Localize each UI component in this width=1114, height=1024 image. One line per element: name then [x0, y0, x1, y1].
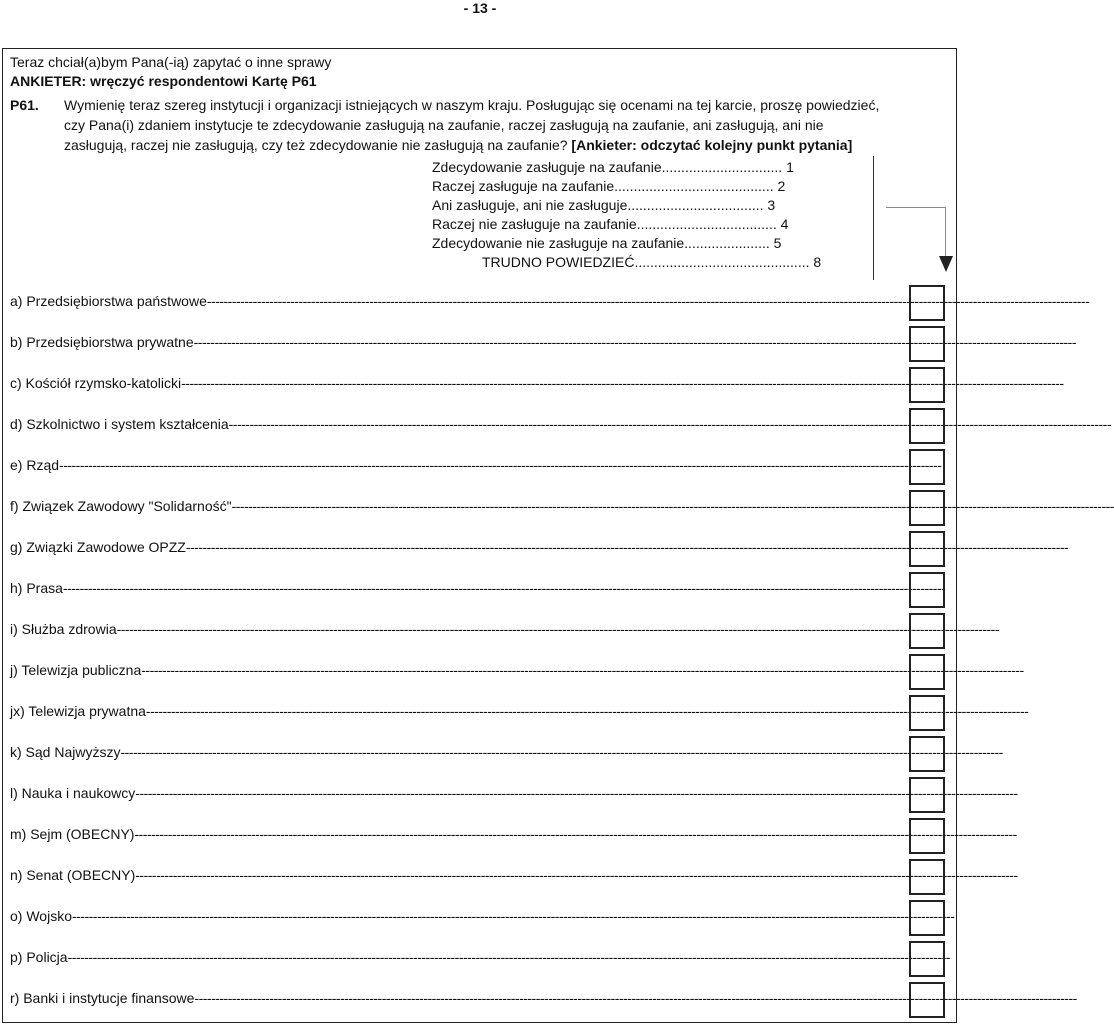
question-text-line-3-body: zasługują, raczej nie zasługują, czy też zdecydowanie nie zasługują na zaufanie? [64, 137, 568, 153]
institution-item-text [10, 456, 942, 474]
institution-item [10, 489, 1114, 530]
institution-label: jx) Telewizja prywatna [10, 703, 146, 719]
scale-option-label: Raczej zasługuje na zaufanie [432, 178, 615, 194]
interviewer-instruction: ANKIETER: wręczyć respondentowi Kartę P61 [10, 73, 317, 89]
institution-item-text [10, 784, 1018, 802]
institution-item [10, 940, 950, 981]
leader-dashes: -------------------------------------------------------------------------------------------------------------------------------------------------------------------------------------------------------------------- [228, 416, 1112, 432]
institution-label: h) Prasa [10, 580, 63, 596]
answer-box[interactable] [909, 982, 945, 1018]
scale-option-code: 2 [777, 178, 786, 194]
institution-item [10, 899, 955, 940]
answer-box[interactable] [909, 695, 945, 731]
institution-item [10, 366, 1064, 407]
institution-item [10, 653, 1024, 694]
scale-option-dots: ...................... [684, 235, 774, 251]
answer-box[interactable] [909, 285, 945, 321]
answer-box[interactable] [909, 367, 945, 403]
institution-label: n) Senat (OBECNY) [10, 867, 136, 883]
institution-item [10, 694, 1029, 735]
institution-label: b) Przedsiębiorstwa prywatne [10, 334, 194, 350]
scale-option-label: TRUDNO POWIEDZIEĆ [482, 254, 635, 270]
answer-box[interactable] [909, 326, 945, 362]
scale-option-dots: ............................... [661, 159, 787, 175]
leader-dashes: -------------------------------------------------------------------------------------------------------------------------------------------------------------------------------------------------------------------- [193, 334, 1077, 350]
scale-option-dots: ................................... [627, 197, 768, 213]
leader-dashes: -------------------------------------------------------------------------------------------------------------------------------------------------------------------------------------------------------------------- [62, 580, 946, 596]
scale-option-label: Zdecydowanie nie zasługuje na zaufanie [432, 235, 685, 251]
scale-option-code: 4 [780, 216, 789, 232]
institution-item [10, 776, 1018, 817]
answer-box[interactable] [909, 613, 945, 649]
institution-item [10, 817, 1017, 858]
institution-label: f) Związek Zawodowy "Solidarność" [10, 498, 232, 514]
institution-label: j) Telewizja publiczna [10, 662, 142, 678]
scale-option-dots: ............................................. [634, 254, 814, 270]
institution-label: m) Sejm (OBECNY) [10, 826, 135, 842]
institution-item-text [10, 825, 1017, 843]
answer-box[interactable] [909, 572, 945, 608]
arrow-down-icon [939, 256, 953, 272]
institution-item [10, 448, 950, 489]
scale-option [432, 234, 842, 253]
leader-dashes: -------------------------------------------------------------------------------------------------------------------------------------------------------------------------------------------------------------------- [120, 744, 1003, 760]
arrow-connector [886, 207, 946, 208]
institution-item-text [10, 374, 1064, 392]
institution-label: c) Kościół rzymsko-katolicki [10, 375, 182, 391]
leader-dashes: -------------------------------------------------------------------------------------------------------------------------------------------------------------------------------------------------------------------- [116, 621, 999, 637]
answer-box[interactable] [909, 654, 945, 690]
question-text-line-3 [64, 136, 852, 154]
institution-label: e) Rząd [10, 457, 60, 473]
scale-option [432, 215, 842, 234]
institution-label: o) Wojsko [10, 908, 72, 924]
institution-item-text [10, 743, 1003, 761]
scale-option-label: Ani zasługuje, ani nie zasługuje [432, 197, 628, 213]
scale-option [432, 158, 842, 177]
arrow-connector-vertical [945, 207, 946, 259]
institution-item [10, 530, 1069, 571]
scale-option-label: Raczej nie zasługuje na zaufanie [432, 216, 637, 232]
institution-label: d) Szkolnictwo i system kształcenia [10, 416, 229, 432]
read-next-item-instruction: [Ankieter: odczytać kolejny punkt pytania] [571, 137, 853, 153]
institution-item-text [10, 579, 946, 597]
scale-option-code: 8 [813, 254, 822, 270]
institution-item [10, 858, 1018, 899]
institution-item-text [10, 948, 950, 966]
institution-item-text [10, 497, 1114, 515]
institution-label: g) Związki Zawodowe OPZZ [10, 539, 186, 555]
institution-item [10, 284, 1090, 325]
institution-item-text [10, 292, 1090, 310]
scale-option-code: 3 [767, 197, 776, 213]
institution-item-text [10, 907, 955, 925]
answer-box[interactable] [909, 449, 945, 485]
answer-box[interactable] [909, 408, 945, 444]
institution-item [10, 407, 1112, 448]
institution-item-text [10, 415, 1112, 433]
leader-dashes: -------------------------------------------------------------------------------------------------------------------------------------------------------------------------------------------------------------------- [71, 908, 955, 924]
scale-option [432, 177, 842, 196]
institution-label: p) Policja [10, 949, 68, 965]
scale-option-dots: .................................... [636, 216, 781, 232]
institution-item-text [10, 661, 1024, 679]
institution-label: r) Banki i instytucje finansowe [10, 990, 195, 1006]
leader-dashes: -------------------------------------------------------------------------------------------------------------------------------------------------------------------------------------------------------------------- [185, 539, 1069, 555]
institution-item [10, 325, 1077, 366]
institution-item [10, 571, 950, 612]
institution-item-text [10, 620, 999, 638]
leader-dashes: -------------------------------------------------------------------------------------------------------------------------------------------------------------------------------------------------------------------- [141, 662, 1024, 678]
scale-option-label: Zdecydowanie zasługuje na zaufanie [432, 159, 662, 175]
scale-option [432, 196, 842, 215]
answer-box[interactable] [909, 490, 945, 526]
institution-label: k) Sąd Najwyższy [10, 744, 121, 760]
answer-box[interactable] [909, 736, 945, 772]
institution-item [10, 612, 999, 653]
institution-label: l) Nauka i naukowcy [10, 785, 136, 801]
answer-box[interactable] [909, 531, 945, 567]
institution-item [10, 981, 1077, 1022]
institution-item-text [10, 333, 1077, 351]
leader-dashes: -------------------------------------------------------------------------------------------------------------------------------------------------------------------------------------------------------------------- [59, 457, 942, 473]
leader-dashes: -------------------------------------------------------------------------------------------------------------------------------------------------------------------------------------------------------------------- [206, 293, 1090, 309]
question-code: P61. [10, 97, 39, 113]
leader-dashes: -------------------------------------------------------------------------------------------------------------------------------------------------------------------------------------------------------------------- [135, 785, 1018, 801]
answer-box[interactable] [909, 859, 945, 895]
institution-item-text [10, 866, 1018, 884]
scale-option-code: 5 [773, 235, 782, 251]
answer-box[interactable] [909, 777, 945, 813]
institution-item [10, 735, 1003, 776]
leader-dashes: -------------------------------------------------------------------------------------------------------------------------------------------------------------------------------------------------------------------- [134, 826, 1017, 842]
leader-dashes: -------------------------------------------------------------------------------------------------------------------------------------------------------------------------------------------------------------------- [231, 498, 1114, 514]
answer-box[interactable] [909, 900, 945, 936]
leader-dashes: -------------------------------------------------------------------------------------------------------------------------------------------------------------------------------------------------------------------- [194, 990, 1077, 1006]
question-text-line-1: Wymienię teraz szereg instytucji i organizacji istniejących w naszym kraju. Posługując się ocenami na tej karcie, proszę powiedzieć, [64, 97, 880, 113]
institution-item-text [10, 538, 1069, 556]
institution-list [10, 284, 1114, 1022]
answer-box[interactable] [909, 941, 945, 977]
leader-dashes: -------------------------------------------------------------------------------------------------------------------------------------------------------------------------------------------------------------------- [135, 867, 1018, 883]
scale-bracket-line [873, 156, 874, 280]
scale-option-dots: ......................................... [614, 178, 778, 194]
page-number: - 13 - [463, 0, 497, 16]
intro-text: Teraz chciał(a)bym Pana(-ią) zapytać o inne sprawy [10, 54, 332, 70]
institution-item-text [10, 702, 1029, 720]
answer-scale [432, 158, 842, 272]
leader-dashes: -------------------------------------------------------------------------------------------------------------------------------------------------------------------------------------------------------------------- [67, 949, 950, 965]
institution-label: a) Przedsiębiorstwa państwowe [10, 293, 207, 309]
scale-option [432, 253, 842, 272]
scale-option-code: 1 [786, 159, 794, 175]
question-text-line-2: czy Pana(i) zdaniem instytucje te zdecydowanie zasługują na zaufanie, raczej zasługują na zaufanie, ani zasługują, ani nie [64, 117, 824, 133]
institution-item-text [10, 989, 1077, 1007]
answer-box[interactable] [909, 818, 945, 854]
leader-dashes: -------------------------------------------------------------------------------------------------------------------------------------------------------------------------------------------------------------------- [145, 703, 1029, 719]
institution-label: i) Służba zdrowia [10, 621, 117, 637]
leader-dashes: -------------------------------------------------------------------------------------------------------------------------------------------------------------------------------------------------------------------- [181, 375, 1064, 391]
